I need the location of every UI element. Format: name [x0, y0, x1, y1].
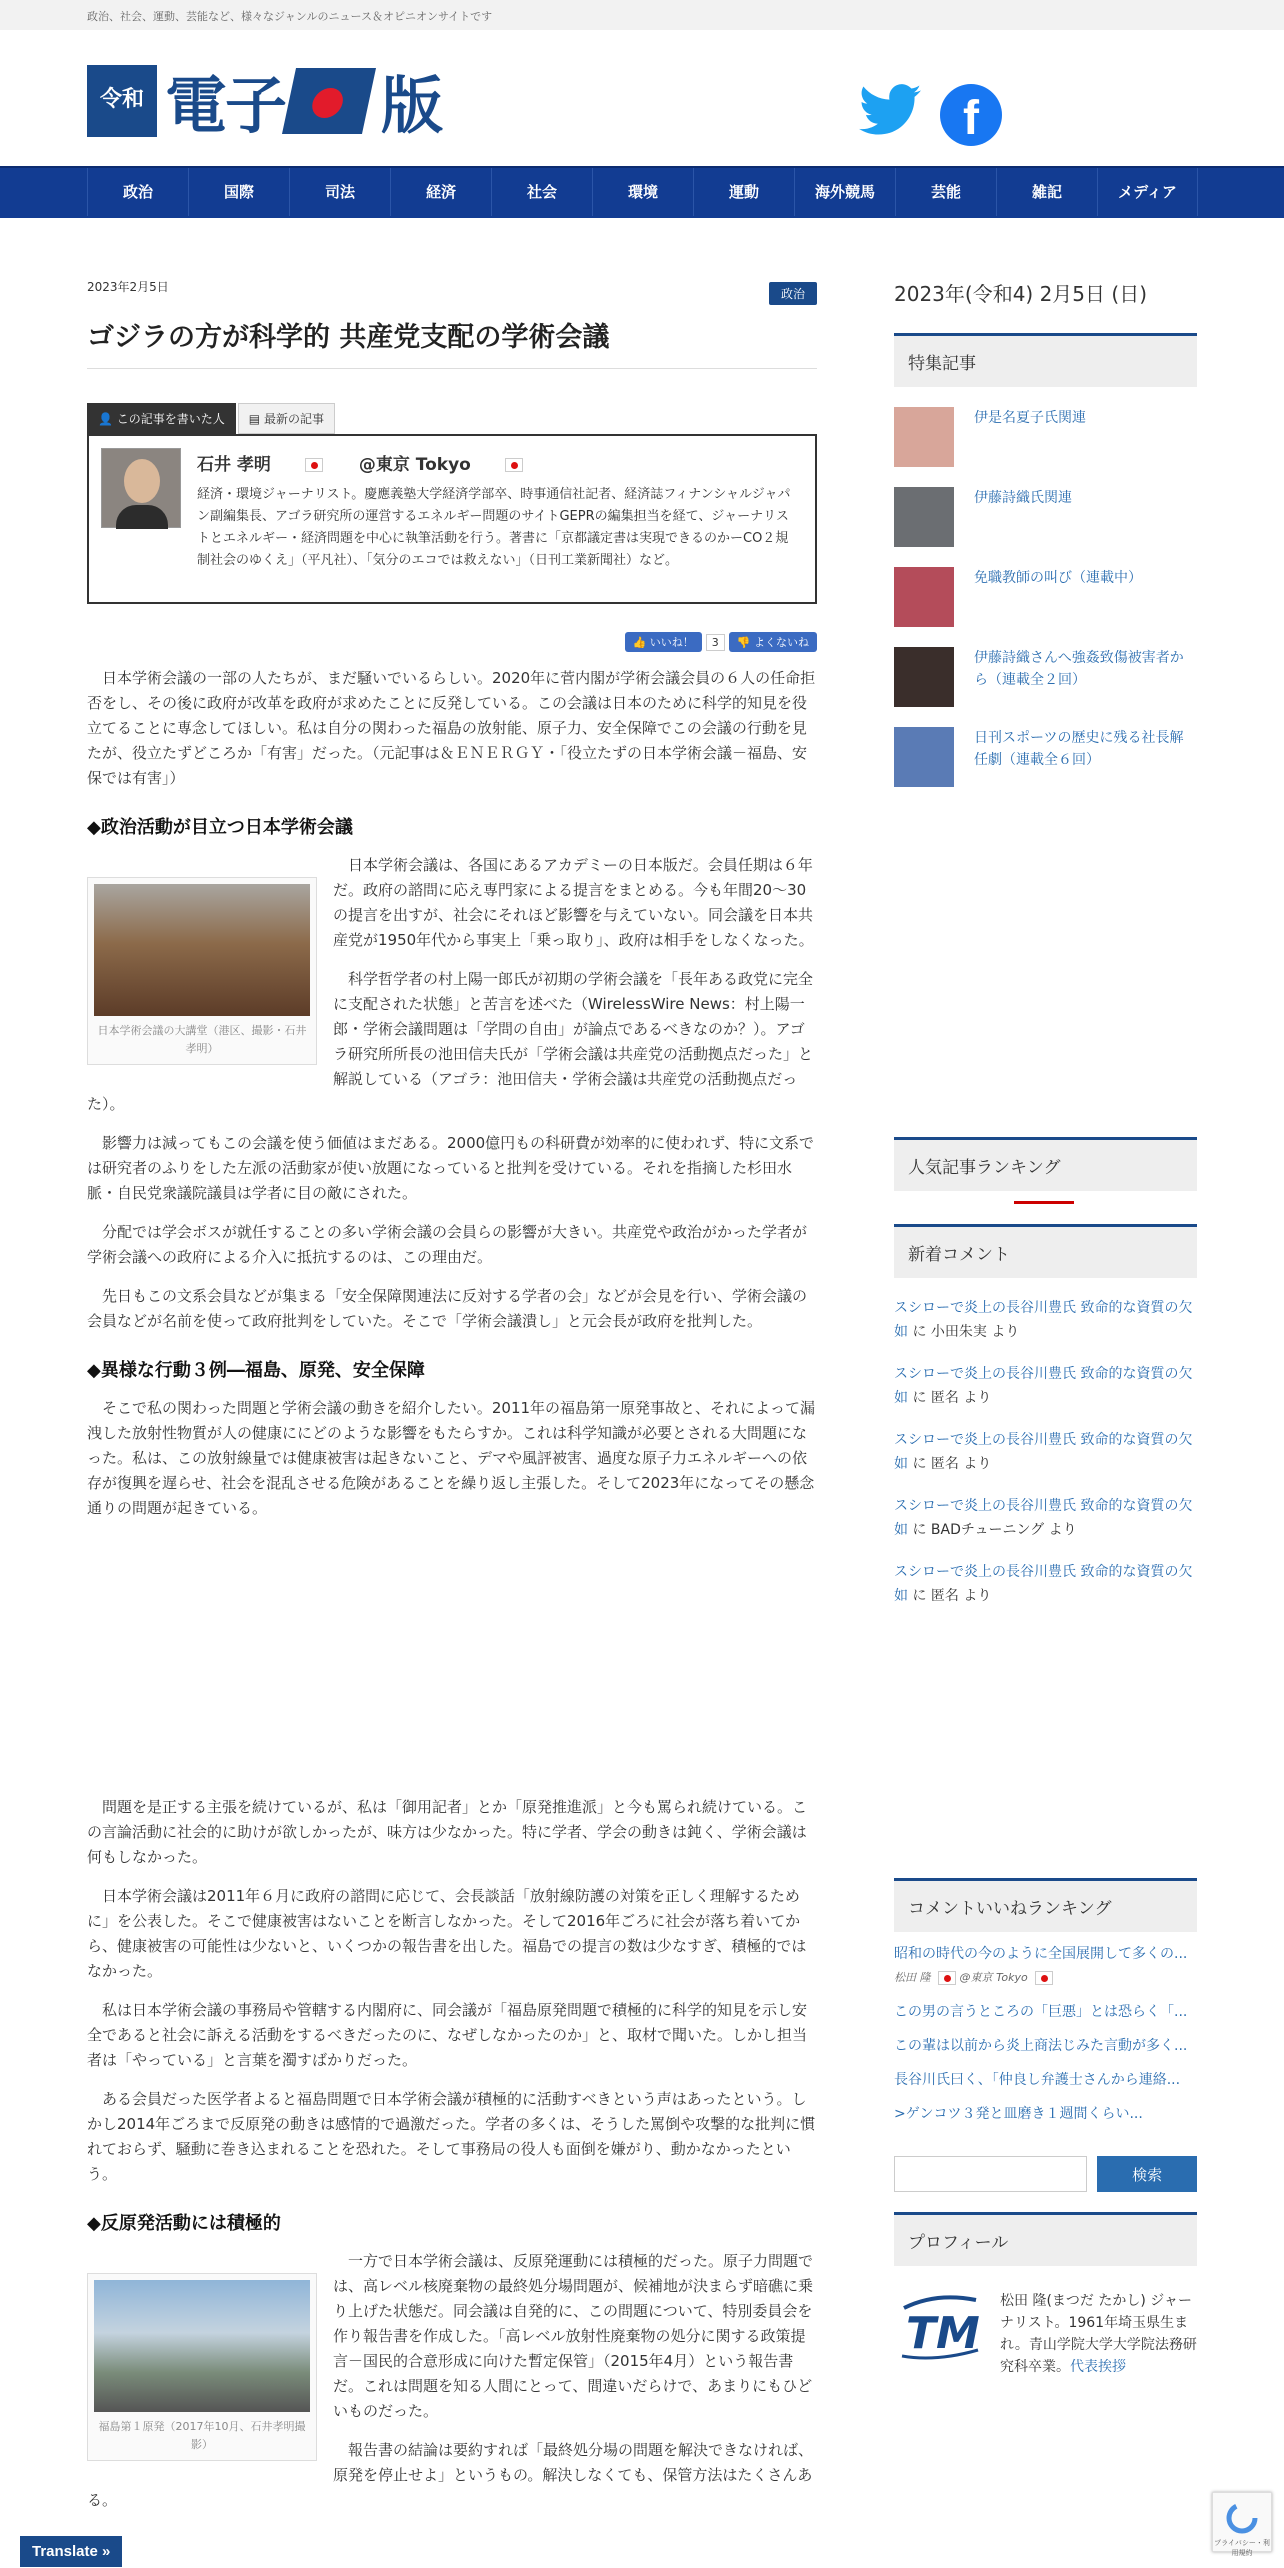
- main-nav: [0, 166, 1284, 218]
- tab-latest-label: 最新の記事: [263, 412, 324, 426]
- author-location: [359, 455, 523, 475]
- dislike-button[interactable]: [729, 632, 817, 652]
- comment-link[interactable]: スシローで炎上の長谷川豊氏 致命的な資質の欠如: [894, 1300, 1193, 1340]
- nav-item-entertainment[interactable]: 芸能: [895, 168, 996, 216]
- paragraph: 問題を是正する主張を続けているが、私は「御用記者」とか「原発推進派」と今も罵られ続けている。この言論活動に社会的に助けが欲しかったが、味方は少なかった。特に学者、学会の動きは鈍く、学術会議は何もしなかった。: [87, 1798, 808, 1866]
- dislike-label: よくないね: [754, 636, 809, 649]
- featured-thumbnail[interactable]: [894, 647, 954, 707]
- ad-space: [87, 1521, 817, 1781]
- featured-item: [894, 567, 1197, 627]
- comment-suffix: より: [963, 1588, 992, 1604]
- nav-item-economy[interactable]: 経済: [390, 168, 491, 216]
- comment-link[interactable]: スシローで炎上の長谷川豊氏 致命的な資質の欠如: [894, 1498, 1193, 1538]
- twitter-icon[interactable]: [858, 84, 922, 144]
- paragraph: 日本学術会議の一部の人たちが、まだ騒いでいるらしい。2020年に菅内閣が学術会議会員の６人の任命拒否をし、その後に政府が改革を政府が求めたことに反発している。この会議は日本のために科学的知見を役立てることに専念してほしい。私は自分の関わった福島の放射能、原子力、安全保障でこの会議の行動を見たが、役立たずどころか「有害」だった。（元記事は＆ＥＮＥＲＧＹ・「役立たずの日本学術会議－福島、安保では有害」）: [87, 669, 816, 787]
- like-rank-item: [894, 2034, 1197, 2058]
- nav-item-society[interactable]: 社会: [491, 168, 592, 216]
- featured-thumbnail[interactable]: [894, 407, 954, 467]
- comment-item: [894, 1362, 1197, 1410]
- paragraph: 日本学術会議は、各国にあるアカデミーの日本版だ。会員任期は６年だ。政府の諮問に応え専門家による提言をまとめる。今も年間20〜30の提言を出すが、社会にそれほど影響を与えていない。同会議を日本共産党が1950年代から事実上「乗っ取り」、政府は相手をしなくなった。: [333, 856, 814, 949]
- logo-text-2: 版: [381, 69, 442, 142]
- site-logo[interactable]: [87, 56, 441, 145]
- nav-item-sports[interactable]: 運動: [693, 168, 794, 216]
- search-form: [894, 2156, 1197, 2192]
- sidebar-date: 2023年(令和4) 2月5日 (日): [894, 282, 1147, 306]
- user-icon: 👤: [98, 412, 117, 426]
- like-count: 3: [706, 634, 725, 651]
- tab-author[interactable]: [87, 403, 236, 434]
- comment-prefix: に: [912, 1456, 927, 1472]
- comments-heading: 新着コメント: [894, 1224, 1197, 1278]
- like-rank-link[interactable]: この男の言うところの「巨悪」とは恐らく「...: [894, 2004, 1188, 2020]
- popular-heading: 人気記事ランキング: [894, 1137, 1197, 1191]
- section-heading: ◆反原発活動には積極的: [87, 2213, 281, 2234]
- author-name[interactable]: [197, 455, 323, 475]
- featured-link[interactable]: 免職教師の叫び（連載中）: [974, 570, 1142, 586]
- article-body: [87, 666, 817, 2513]
- comment-author: 匿名: [930, 1456, 959, 1472]
- comment-author: 小田朱実: [930, 1324, 987, 1340]
- profile-link[interactable]: 代表挨拶: [1070, 2359, 1126, 2375]
- like-rank-item: [894, 2000, 1197, 2024]
- featured-link[interactable]: 日刊スポーツの歴史に残る社長解任劇（連載全６回）: [974, 730, 1184, 768]
- comment-suffix: より: [963, 1390, 992, 1406]
- social-links: [858, 84, 1002, 146]
- comment-suffix: より: [991, 1324, 1020, 1340]
- search-button[interactable]: 検索: [1097, 2156, 1197, 2192]
- nav-item-politics[interactable]: 政治: [87, 168, 188, 216]
- nuclear-plant-photo[interactable]: [94, 2280, 310, 2412]
- featured-heading: 特集記事: [894, 333, 1197, 387]
- like-rank-link[interactable]: この輩は以前から炎上商法じみた言動が多く...: [894, 2038, 1188, 2054]
- nav-item-international[interactable]: 国際: [188, 168, 289, 216]
- sidebar: [894, 270, 1197, 2378]
- figure-caption: 福島第１原発（2017年10月、石井孝明撮影）: [98, 2420, 306, 2451]
- japan-flag-icon: [1035, 1971, 1053, 1985]
- category-badge[interactable]: 政治: [769, 282, 817, 305]
- like-label: いいね！: [649, 636, 694, 649]
- comment-suffix: より: [963, 1456, 992, 1472]
- profile-box: [894, 2290, 1197, 2378]
- featured-item: [894, 407, 1197, 467]
- japan-flag-icon: [305, 458, 323, 472]
- paragraph: 分配では学会ボスが就任することの多い学術会議の会員らの影響が大きい。共産党や政治がかった学者が学術会議への政府による介入に抵抗するのは、この理由だ。: [87, 1223, 808, 1266]
- like-rank-user: [894, 1966, 1197, 1990]
- nav-item-overseas-racing[interactable]: 海外競馬: [794, 168, 895, 216]
- comment-link[interactable]: スシローで炎上の長谷川豊氏 致命的な資質の欠如: [894, 1432, 1193, 1472]
- paragraph: 私は日本学術会議の事務局や管轄する内閣府に、同会議が「福島原発問題で積極的に科学的知見を示し安全であると社会に訴える活動をするべきだったのに、なぜしなかったのか」と、取材で聞いた。しかし担当者は「やっている」と言葉を濁すばかりだった。: [87, 2001, 808, 2069]
- featured-thumbnail[interactable]: [894, 567, 954, 627]
- thumbs-up-icon: 👍: [632, 636, 650, 649]
- comment-author: 匿名: [930, 1588, 959, 1604]
- comment-author: 匿名: [930, 1390, 959, 1406]
- paragraph: 日本学術会議は2011年６月に政府の諮問に応じて、会長談話「放射線防護の対策を正しく理解するために」を公表した。そこで健康被害はないことを断言しなかった。そして2016年ごろに社会が落ち着いてから、健康被害の可能性は少ないと、いくつかの報告書を出した。福島での提言の数は少なすぎ、積極的ではなかった。: [87, 1887, 807, 1980]
- section-heading: ◆政治活動が目立つ日本学術会議: [87, 817, 353, 838]
- featured-link[interactable]: 伊是名夏子氏関連: [974, 410, 1086, 426]
- site-tagline: 政治、社会、運動、芸能など、様々なジャンルのニュース＆オピニオンサイトです: [0, 0, 1284, 30]
- figure: [87, 2273, 317, 2461]
- featured-item: [894, 727, 1197, 787]
- search-input[interactable]: [894, 2156, 1087, 2192]
- article-date: 2023年2月5日: [87, 280, 169, 294]
- nav-item-misc[interactable]: 雑記: [996, 168, 1097, 216]
- author-bio: 経済・環境ジャーナリスト。慶應義塾大学経済学部卒、時事通信社記者、経済誌フィナンシャルジャパン副編集長、アゴラ研究所の運営するエネルギー問題のサイトGEPRの編集担当を経て、ジャーナリストとエネルギー・経済問題を中心に執筆活動を行う。著書に「京都議定書は実現できるのかーCO２規制社会のゆくえ」（平凡社）、「気分のエコでは救えない」（日刊工業新聞社）など。: [197, 487, 791, 568]
- author-box: [87, 434, 817, 604]
- comment-suffix: より: [1048, 1522, 1077, 1538]
- svg-text:TM: TM: [906, 2308, 980, 2359]
- lecture-hall-photo[interactable]: [94, 884, 310, 1016]
- profile-text: [1000, 2290, 1197, 2378]
- tab-latest[interactable]: [238, 403, 335, 434]
- tab-author-label: この記事を書いた人: [116, 412, 225, 426]
- paragraph: 先日もこの文系会員などが集まる「安全保障関連法に反対する学者の会」などが会見を行い、学術会議の会員などが名前を使って政府批判をしていた。そこで「学術会議潰し」と元会長が政府を批判した。: [87, 1287, 808, 1330]
- thumbs-down-icon: 👎: [736, 636, 754, 649]
- like-rank-item: [894, 1942, 1197, 1990]
- like-button[interactable]: [625, 632, 702, 652]
- comment-link[interactable]: スシローで炎上の長谷川豊氏 致命的な資質の欠如: [894, 1366, 1193, 1406]
- featured-thumbnail[interactable]: [894, 727, 954, 787]
- site-header: [0, 30, 1284, 166]
- comment-prefix: に: [912, 1588, 927, 1604]
- tm-logo-icon: [896, 2290, 982, 2362]
- like-rank-list: [894, 1942, 1197, 2126]
- featured-list: [894, 407, 1197, 787]
- nav-item-judiciary[interactable]: 司法: [289, 168, 390, 216]
- article: [87, 270, 817, 2513]
- paragraph: ある会員だった医学者よると福島問題で日本学術会議が積極的に活動すべきという声はあったという。しかし2014年ごろまで反原発の動きは感情的で過激だった。学者の多くは、そうした罵倒や攻撃的な批判に慣れておらず、騒動に巻き込まれることを恐れた。そして事務局の役人も面倒を嫌がり、動かなかったという。: [87, 2090, 816, 2183]
- logo-text-1: 電子: [165, 69, 286, 142]
- japan-flag-icon: [505, 458, 523, 472]
- figure: [87, 877, 317, 1065]
- comment-author: BADチューニング: [930, 1522, 1045, 1538]
- reaction-bar: [87, 632, 817, 652]
- like-rank-item: [894, 2068, 1197, 2092]
- profile-description: 松田 隆(まつだ たかし) ジャーナリスト。1961年埼玉県生まれ。青山学院大学大学院法務研究科卒業。: [1000, 2293, 1197, 2375]
- like-rank-user-location: @東京 Tokyo: [959, 1971, 1028, 1984]
- author-name-row: [197, 450, 553, 475]
- loading-bar: [1014, 1201, 1074, 1204]
- comment-link[interactable]: スシローで炎上の長谷川豊氏 致命的な資質の欠如: [894, 1564, 1193, 1604]
- like-rank-user-name: 松田 隆: [894, 1971, 931, 1984]
- profile-logo: [894, 2290, 984, 2370]
- section-heading: ◆異様な行動３例―福島、原発、安全保障: [87, 1360, 425, 1381]
- comment-item: [894, 1560, 1197, 1608]
- author-location-text: @東京 Tokyo: [358, 455, 471, 475]
- like-rank-link[interactable]: >ゲンコツ３発と皿磨き１週間くらい...: [894, 2106, 1143, 2122]
- paragraph: 科学哲学者の村上陽一郎氏が初期の学術会議を「長年ある政党に完全に支配された状態」と苦言を述べた（WirelessWire News：村上陽一郎・学術会議問題は「学問の自由」が論点であるべきなのか？）。アゴラ研究所所長の池田信夫氏が「学術会議は共産党の活動拠点だった」と解説している（アゴラ：池田信夫・学術会議は共産党の活動拠点だった）。: [87, 970, 814, 1113]
- article-title: ゴジラの方が科学的 共産党支配の学術会議: [87, 315, 817, 369]
- paragraph: 一方で日本学術会議は、反原発運動には積極的だった。原子力問題では、高レベル核廃棄物の最終処分場問題が、候補地が決まらず暗礁に乗り上げた状態だ。同会議は自発的に、この問題について、特別委員会を作り報告書を作成した。「高レベル放射性廃棄物の処分に関する政策提言－国民的合意形成に向けた暫定保管」（2015年4月）という報告書だ。これは問題を知る人間にとって、間違いだらけで、あまりにもひどいものだった。: [333, 2252, 814, 2420]
- author-tabs: [87, 403, 817, 434]
- featured-item: [894, 487, 1197, 547]
- comment-prefix: に: [912, 1522, 927, 1538]
- nav-item-media[interactable]: メディア: [1097, 168, 1198, 216]
- paragraph: 報告書の結論は要約すれば「最終処分場の問題を解決できなければ、原発を停止せよ」というもの。解決しなくても、保管方法はたくさんある。: [87, 2441, 814, 2509]
- recaptcha-badge[interactable]: [1212, 2492, 1272, 2557]
- translate-button[interactable]: Translate »: [20, 2536, 122, 2567]
- nav-item-environment[interactable]: 環境: [592, 168, 693, 216]
- profile-heading: プロフィール: [894, 2212, 1197, 2266]
- author-name-text: 石井 孝明: [197, 455, 271, 475]
- like-rank-heading: コメントいいねランキング: [894, 1878, 1197, 1932]
- recaptcha-label: プライバシー・利用規約: [1214, 2539, 1270, 2557]
- author-avatar: [101, 448, 181, 528]
- comment-item: [894, 1296, 1197, 1344]
- comment-prefix: に: [912, 1324, 927, 1340]
- like-rank-item: [894, 2102, 1197, 2126]
- logo-badge: 令和: [87, 65, 157, 137]
- japan-flag-icon: [938, 1971, 956, 1985]
- featured-link[interactable]: 伊藤詩織氏関連: [974, 490, 1072, 506]
- like-rank-link[interactable]: 昭和の時代の今のように全国展開して多くの...: [894, 1946, 1188, 1962]
- featured-link[interactable]: 伊藤詩織さんへ強姦致傷被害者から（連載全２回）: [974, 650, 1184, 688]
- paragraph: 影響力は減ってもこの会議を使う価値はまだある。2000億円もの科研費が効率的に使われず、特に文系では研究者のふりをした左派の活動家が使い放題になっていると批判を受けている。それを指摘した杉田水脈・自民党衆議院議員は学者に目の敵にされた。: [87, 1134, 814, 1202]
- featured-thumbnail[interactable]: [894, 487, 954, 547]
- comment-prefix: に: [912, 1390, 927, 1406]
- document-icon: ▤: [248, 412, 264, 426]
- logo-mark-icon: [282, 68, 376, 134]
- facebook-icon[interactable]: f: [940, 84, 1002, 146]
- recaptcha-icon: [1225, 2501, 1259, 2535]
- featured-item: [894, 647, 1197, 707]
- paragraph: そこで私の関わった問題と学術会議の動きを紹介したい。2011年の福島第一原発事故と、それによって漏洩した放射性物質が人の健康ににどのような影響をもたらすか。これは科学知識が必要とされる大問題になった。私は、この放射線量では健康被害は起きないこと、デマや風評被害、過度な原子力エネルギーへの依存が復興を遅らせ、社会を混乱させる危険があることを繰り返し主張した。そして2023年になってその懸念通りの問題が起きている。: [87, 1399, 816, 1517]
- comments-list: [894, 1296, 1197, 1608]
- comment-item: [894, 1494, 1197, 1542]
- figure-caption: 日本学術会議の大講堂（港区、撮影・石井孝明）: [97, 1024, 307, 1055]
- like-rank-link[interactable]: 長谷川氏曰く、「仲良し弁護士さんから連絡...: [894, 2072, 1181, 2088]
- comment-item: [894, 1428, 1197, 1476]
